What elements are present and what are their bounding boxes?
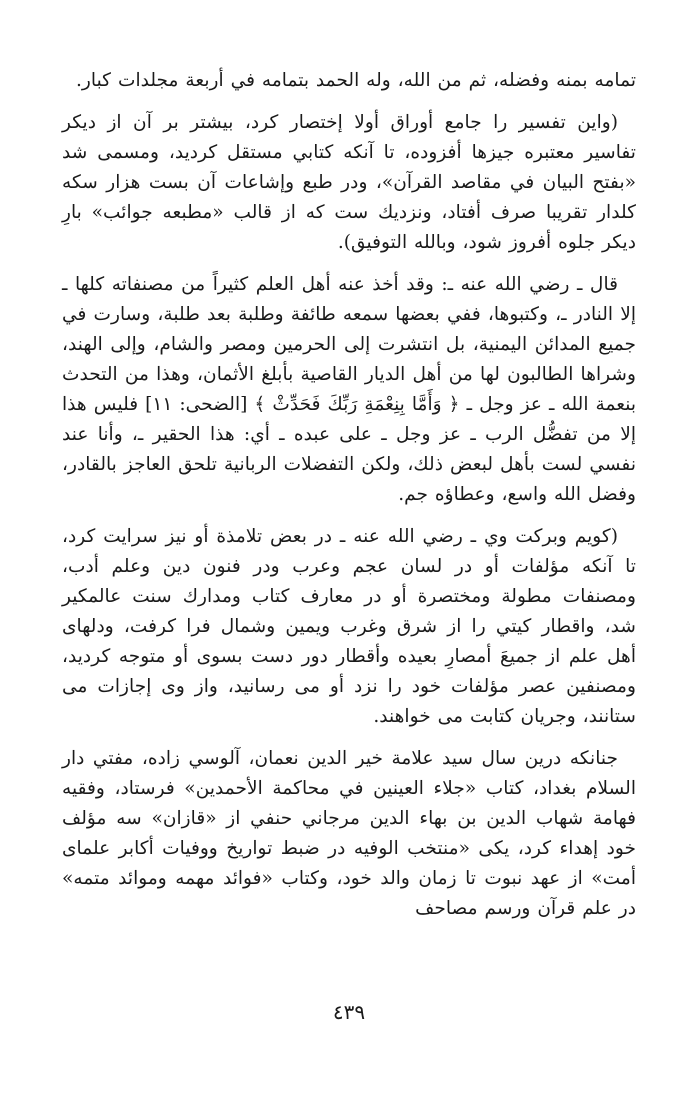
- paragraph-continuation: تمامه بمنه وفضله، ثم من الله، وله الحمد بتمامه في أربعة مجلدات كبار.: [76, 70, 636, 91]
- paragraph-author-works-spread: قال ـ رضي الله عنه ـ: وقد أخذ عنه أهل العلم كثيراً من مصنفاته كلها ـ إلا النادر ـ، وكتبوها، ففي بعضها سمعه طائفة وطلبة بعد طلبة، وسارت في جميع المدائن اليمنية، بل انتشرت إلى الحرمين ومصر والشام، وإلى الهند، وشراها الطالبون لها من أهل الديار القاصية بأبلغ الأثمان، وهذا من التحدث بنعمة الله ـ عز وجل ـ ﴿ وَأَمَّا بِنِعْمَةِ رَبِّكَ فَحَدِّثْ ﴾ [الضحى: ١١] فليس هذا إلا من تفضُّل الرب ـ عز وجل ـ على عبده ـ أي: هذا الحقير ـ، وأنا عند نفسي لست بأهل لبعض ذلك، ولكن التفضلات الربانية تلحق العاجز بالقادر، وفضل الله واسع، وعطاؤه جم.: [62, 274, 636, 505]
- text-body: [62, 66, 636, 924]
- paragraph-gifted-books: جنانكه درين سال سيد علامة خير الدين نعمان، آلوسي زاده، مفتي دار السلام بغداد، كتاب «جلاء العينين في محاكمة الأحمدين» فرستاد، وفقيه فهامة شهاب الدين بن بهاء الدين مرجاني حنفي از «قازان» سه مؤلف خود إهداء كرد، يكى «منتخب الوفيه در ضبط تواريخ ووفيات أكابر علماى أمت» از عهد نبوت تا زمان والد خود، وكتاب «فوائد مهمه وموائد متمه» در علم قرآن ورسم مصاحف: [62, 748, 636, 919]
- page-number: ٤٣٩: [332, 1000, 366, 1024]
- paragraph-persian-note-fath-al-bayan: (واين تفسير را جامع أوراق أولا إختصار كرد، بيشتر بر آن از ديكر تفاسير معتبره جيزها أفزوده، تا آنكه كتابي مستقل كرديد، ومسمى شد «بفتح البيان في مقاصد القرآن»، ودر طبع وإشاعات آن بست هزار سكه كلدار تقريبا صرف أفتاد، ونزديك ست كه از قالب «مطبعه جوائب» بارِ ديكر جلوه أفروز شود، وبالله التوفيق).: [62, 112, 636, 253]
- paragraph-persian-note-students: (كويم وبركت وي ـ رضي الله عنه ـ در بعض تلامذة أو نيز سرايت كرد، تا آنكه مؤلفات أو در لسان عجم وعرب ودر فنون دين وعلم أدب، ومصنفات مطولة ومختصرة أو در معارف كتاب ومدارك سنت عالمكير شد، واقطار كيتي را از شرق وغرب ويمين وشمال فرا كرفت، ودلهاى أهل علم از جميعَ أمصارِ بعيده وأقطار دور دست بسوى أو متوجه كرديد، ومصنفين عصر مؤلفات خود را نزد أو مى رسانيد، واز وى إجازات مى ستانند، وجريان كتابت مى خواهند.: [62, 526, 636, 727]
